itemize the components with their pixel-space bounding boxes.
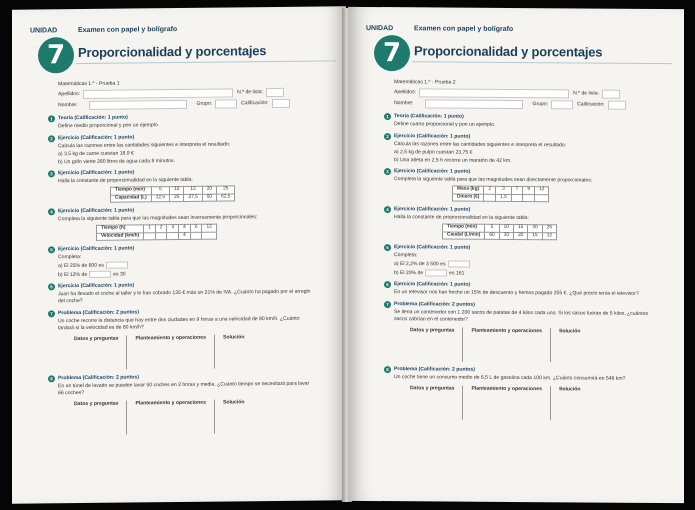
list-number-field[interactable] (266, 88, 284, 97)
question-2 (50, 132, 313, 165)
question-number: 8 (48, 375, 55, 382)
operations-column[interactable]: Planteamiento y operaciones (127, 399, 215, 434)
page-title: Proporcionalidad y porcentajes (414, 43, 603, 60)
form-row-surname (58, 87, 313, 99)
operations-column[interactable]: Planteamiento y operaciones (463, 328, 551, 363)
group-field[interactable] (215, 99, 237, 108)
question-title: Problema (Calificación: 2 puntos) (394, 366, 475, 373)
exam-subtitle: Examen con papel y bolígrafo (414, 25, 514, 33)
form-course: Matemáticas 1.º - Prueba 1 (58, 80, 120, 88)
operations-column[interactable]: Planteamiento y operaciones (127, 334, 215, 369)
solution-column[interactable]: Solución (222, 398, 245, 406)
question-title: Ejercicio (Calificación: 1 punto) (58, 282, 135, 290)
data-column[interactable]: Datos y preguntas (66, 400, 127, 435)
question-title: Teoría (Calificación: 1 punto) (58, 114, 128, 122)
name-field[interactable] (89, 100, 187, 110)
question-title: Problema (Calificación: 2 puntos) (58, 309, 139, 317)
question-number: 7 (384, 301, 391, 308)
unit-number-badge: 7 (38, 37, 74, 73)
solution-column[interactable]: Solución (558, 386, 581, 393)
question-number: 7 (48, 310, 55, 317)
group-field[interactable] (551, 100, 573, 109)
question-title: Teoría (Calificación: 1 punto) (394, 113, 464, 120)
question-number: 3 (48, 171, 55, 178)
question-title: Problema (Calificación: 2 puntos) (58, 374, 139, 382)
question-title: Ejercicio (Calificación: 1 punto) (394, 281, 471, 289)
question-text: Un coche recorre la distancia que hay entre dos ciudades en 9 horas a una velocidad de 80 km/h. ¿Cuánto tardará si la velocidad es de 60 km/h? (58, 315, 300, 332)
right-page (348, 7, 684, 503)
question-5 (50, 244, 313, 279)
surname-field[interactable] (419, 88, 569, 98)
question-number: 1 (384, 113, 391, 120)
question-title: Ejercicio (Calificación: 1 punto) (394, 168, 471, 176)
question-text: Juan ha llevado el coche al taller y le han cobrado 135 € más un 21% de IVA. ¿Cuánto ha pagado por el arreglo del coche? (58, 288, 311, 305)
question-number: 4 (48, 208, 55, 215)
form-row-name (394, 99, 649, 110)
answer-box[interactable] (89, 270, 111, 277)
question-5 (386, 244, 649, 278)
answer-box[interactable] (448, 260, 470, 267)
answer-box[interactable] (425, 269, 447, 276)
open-book (12, 8, 684, 502)
form-course: Matemáticas 1.º - Prueba 2 (394, 79, 456, 86)
question-title: Ejercicio (Calificación: 1 punto) (58, 134, 135, 142)
title-divider (412, 61, 672, 64)
question-number: 5 (384, 244, 391, 251)
question-8 (386, 366, 649, 421)
operations-column[interactable]: Planteamiento y operaciones (463, 385, 551, 420)
answer-columns (66, 333, 313, 370)
proportion-table: Masa (kg) 2 3 7 9 12 Dinero (€) 1,5 (452, 186, 549, 203)
group-label: Grupo: (196, 100, 213, 107)
grade-label: Calificación: (241, 99, 269, 107)
question-number: 5 (48, 246, 55, 253)
data-column[interactable]: Datos y preguntas (402, 327, 463, 361)
question-number: 4 (384, 206, 391, 213)
unit-label: UNIDAD (30, 27, 58, 35)
surname-field[interactable] (83, 88, 233, 99)
question-3 (50, 168, 313, 203)
question-number: 3 (384, 168, 391, 175)
page-title: Proporcionalidad y porcentajes (78, 43, 267, 61)
question-6 (50, 281, 313, 305)
question-title: Problema (Calificación: 2 puntos) (394, 301, 475, 308)
question-text: Completa la siguiente tabla para que las magnitudes sean inversamente proporcionales: (58, 214, 258, 223)
grade-label: Calificación: (577, 101, 605, 108)
question-title: Ejercicio (Calificación: 1 punto) (58, 245, 135, 253)
question-text: Completa la siguiente tabla para que las magnitudes sean directamente proporcionales: (394, 176, 593, 184)
question-number: 1 (48, 115, 55, 122)
question-6 (386, 281, 649, 298)
name-label: Nombre: (394, 100, 414, 107)
surname-label: Apellidos: (394, 89, 417, 96)
question-number: 8 (384, 366, 391, 373)
question-text: Se llena un contenedor con 1 200 sacos de patatas de 4 kilos cada uno. Si los sacos fueran de 5 kilos, ¿cuántos sacos cabrían en el contenedor? (394, 309, 649, 323)
exam-subtitle: Examen con papel y bolígrafo (78, 26, 178, 35)
solution-column[interactable]: Solución (558, 328, 581, 335)
question-7 (50, 308, 313, 370)
unit-label: UNIDAD (366, 24, 394, 33)
title-divider (76, 60, 336, 64)
answer-columns (402, 385, 649, 421)
question-7 (386, 301, 649, 363)
grade-field[interactable] (608, 101, 626, 110)
question-text: En un televisor nos han hecho un 15% de descuento y hemos pagado 255 €. ¿Qué precio tenía el televisor? (394, 289, 639, 298)
grade-field[interactable] (272, 99, 290, 108)
proportion-table: Tiempo (min) 5 10 15 20 25 Caudal (L/min) 60 30 20 15 12 (442, 224, 557, 241)
question-8 (50, 372, 313, 434)
question-text: Define cuarto proporcional y pon un ejemplo. (394, 121, 496, 128)
proportion-table: Tiempo (min) 5 10 15 20 25 Capacidad (L) 12,5 25 37,5 50 62,5 (110, 186, 235, 203)
question-title: Ejercicio (Calificación: 1 punto) (394, 206, 471, 213)
answer-box[interactable] (106, 261, 128, 268)
question-part-a: a) 3,5 kg de carne cuestan 18,9 € (58, 150, 134, 157)
question-text: Halla la constante de proporcionalidad en la siguiente tabla: (394, 214, 529, 222)
proportion-table: Tiempo (h) 1 2 3 4 6 12 Velocidad (km/h) 4 (96, 224, 217, 241)
question-part-a: a) 2,5 kg de pulpo cuestan 23,75 € (394, 148, 473, 156)
exam-content (386, 79, 649, 421)
list-number-field[interactable] (602, 89, 620, 98)
question-4 (386, 206, 649, 241)
unit-number-badge: 7 (374, 35, 410, 71)
question-3 (386, 168, 649, 204)
group-label: Grupo: (532, 101, 549, 108)
answer-columns (66, 398, 313, 435)
list-number-label: N.º de lista: (237, 89, 264, 96)
question-text: Define medio proporcional y pon un ejemplo. (58, 122, 160, 130)
question-text: Calcula las razones entre las cantidades siguientes e interpreta el resultado: (394, 140, 567, 149)
question-number: 6 (48, 284, 55, 291)
question-number: 6 (384, 281, 391, 288)
surname-label: Apellidos: (58, 90, 81, 98)
form-row-surname (394, 88, 649, 99)
question-part-b: b) Un grifo vierte 280 litros de agua cada 8 minutos. (58, 157, 175, 165)
question-part-a: a) El 2,2% de 3 500 es (394, 260, 649, 269)
question-title: Ejercicio (Calificación: 1 punto) (394, 244, 471, 251)
question-number: 2 (384, 133, 391, 140)
list-number-label: N.º de lista: (573, 90, 600, 97)
page-header (30, 24, 330, 77)
exam-content (50, 79, 313, 435)
question-text: Completa: (394, 252, 418, 259)
question-text: Halla la constante de proporcionalidad en la siguiente tabla: (58, 177, 193, 185)
page-header (366, 25, 666, 77)
answer-columns (402, 327, 649, 363)
data-column[interactable]: Datos y preguntas (402, 385, 463, 419)
question-text: Calcula las razones entre las cantidades siguientes e interpreta el resultado: (58, 141, 231, 150)
question-text: Completa: (58, 254, 82, 261)
name-field[interactable] (425, 99, 523, 109)
question-part-a: a) El 25% de 600 es (58, 259, 313, 269)
question-1 (50, 112, 313, 130)
name-label: Nombre: (58, 101, 78, 109)
question-text: Un coche tiene un consumo medio de 6,5 L de gasolina cada 100 km. ¿Cuánto consumirá en 548 km? (394, 374, 626, 382)
question-1 (386, 113, 649, 130)
question-number: 2 (48, 135, 55, 142)
question-title: Ejercicio (Calificación: 1 punto) (394, 132, 471, 140)
question-2 (386, 132, 649, 165)
left-page (12, 6, 346, 503)
question-part-b: b) Una atleta en 2,5 h recorre un maratón de 42 km. (394, 156, 512, 164)
question-4 (50, 206, 313, 241)
question-part-b: b) El 12% de es 30 (58, 270, 126, 278)
question-title: Ejercicio (Calificación: 1 punto) (58, 207, 135, 215)
question-title: Ejercicio (Calificación: 1 punto) (58, 169, 135, 177)
solution-column[interactable]: Solución (222, 334, 245, 341)
question-part-b: b) El 20% de es 161 (394, 269, 465, 277)
question-text: En un túnel de lavado se pueden lavar 50 coches en 2 horas y media. ¿Cuánto tiempo se necesitará para lavar 66 coches? (58, 380, 310, 396)
data-column[interactable]: Datos y preguntas (66, 335, 127, 370)
form-row-name (58, 98, 313, 110)
